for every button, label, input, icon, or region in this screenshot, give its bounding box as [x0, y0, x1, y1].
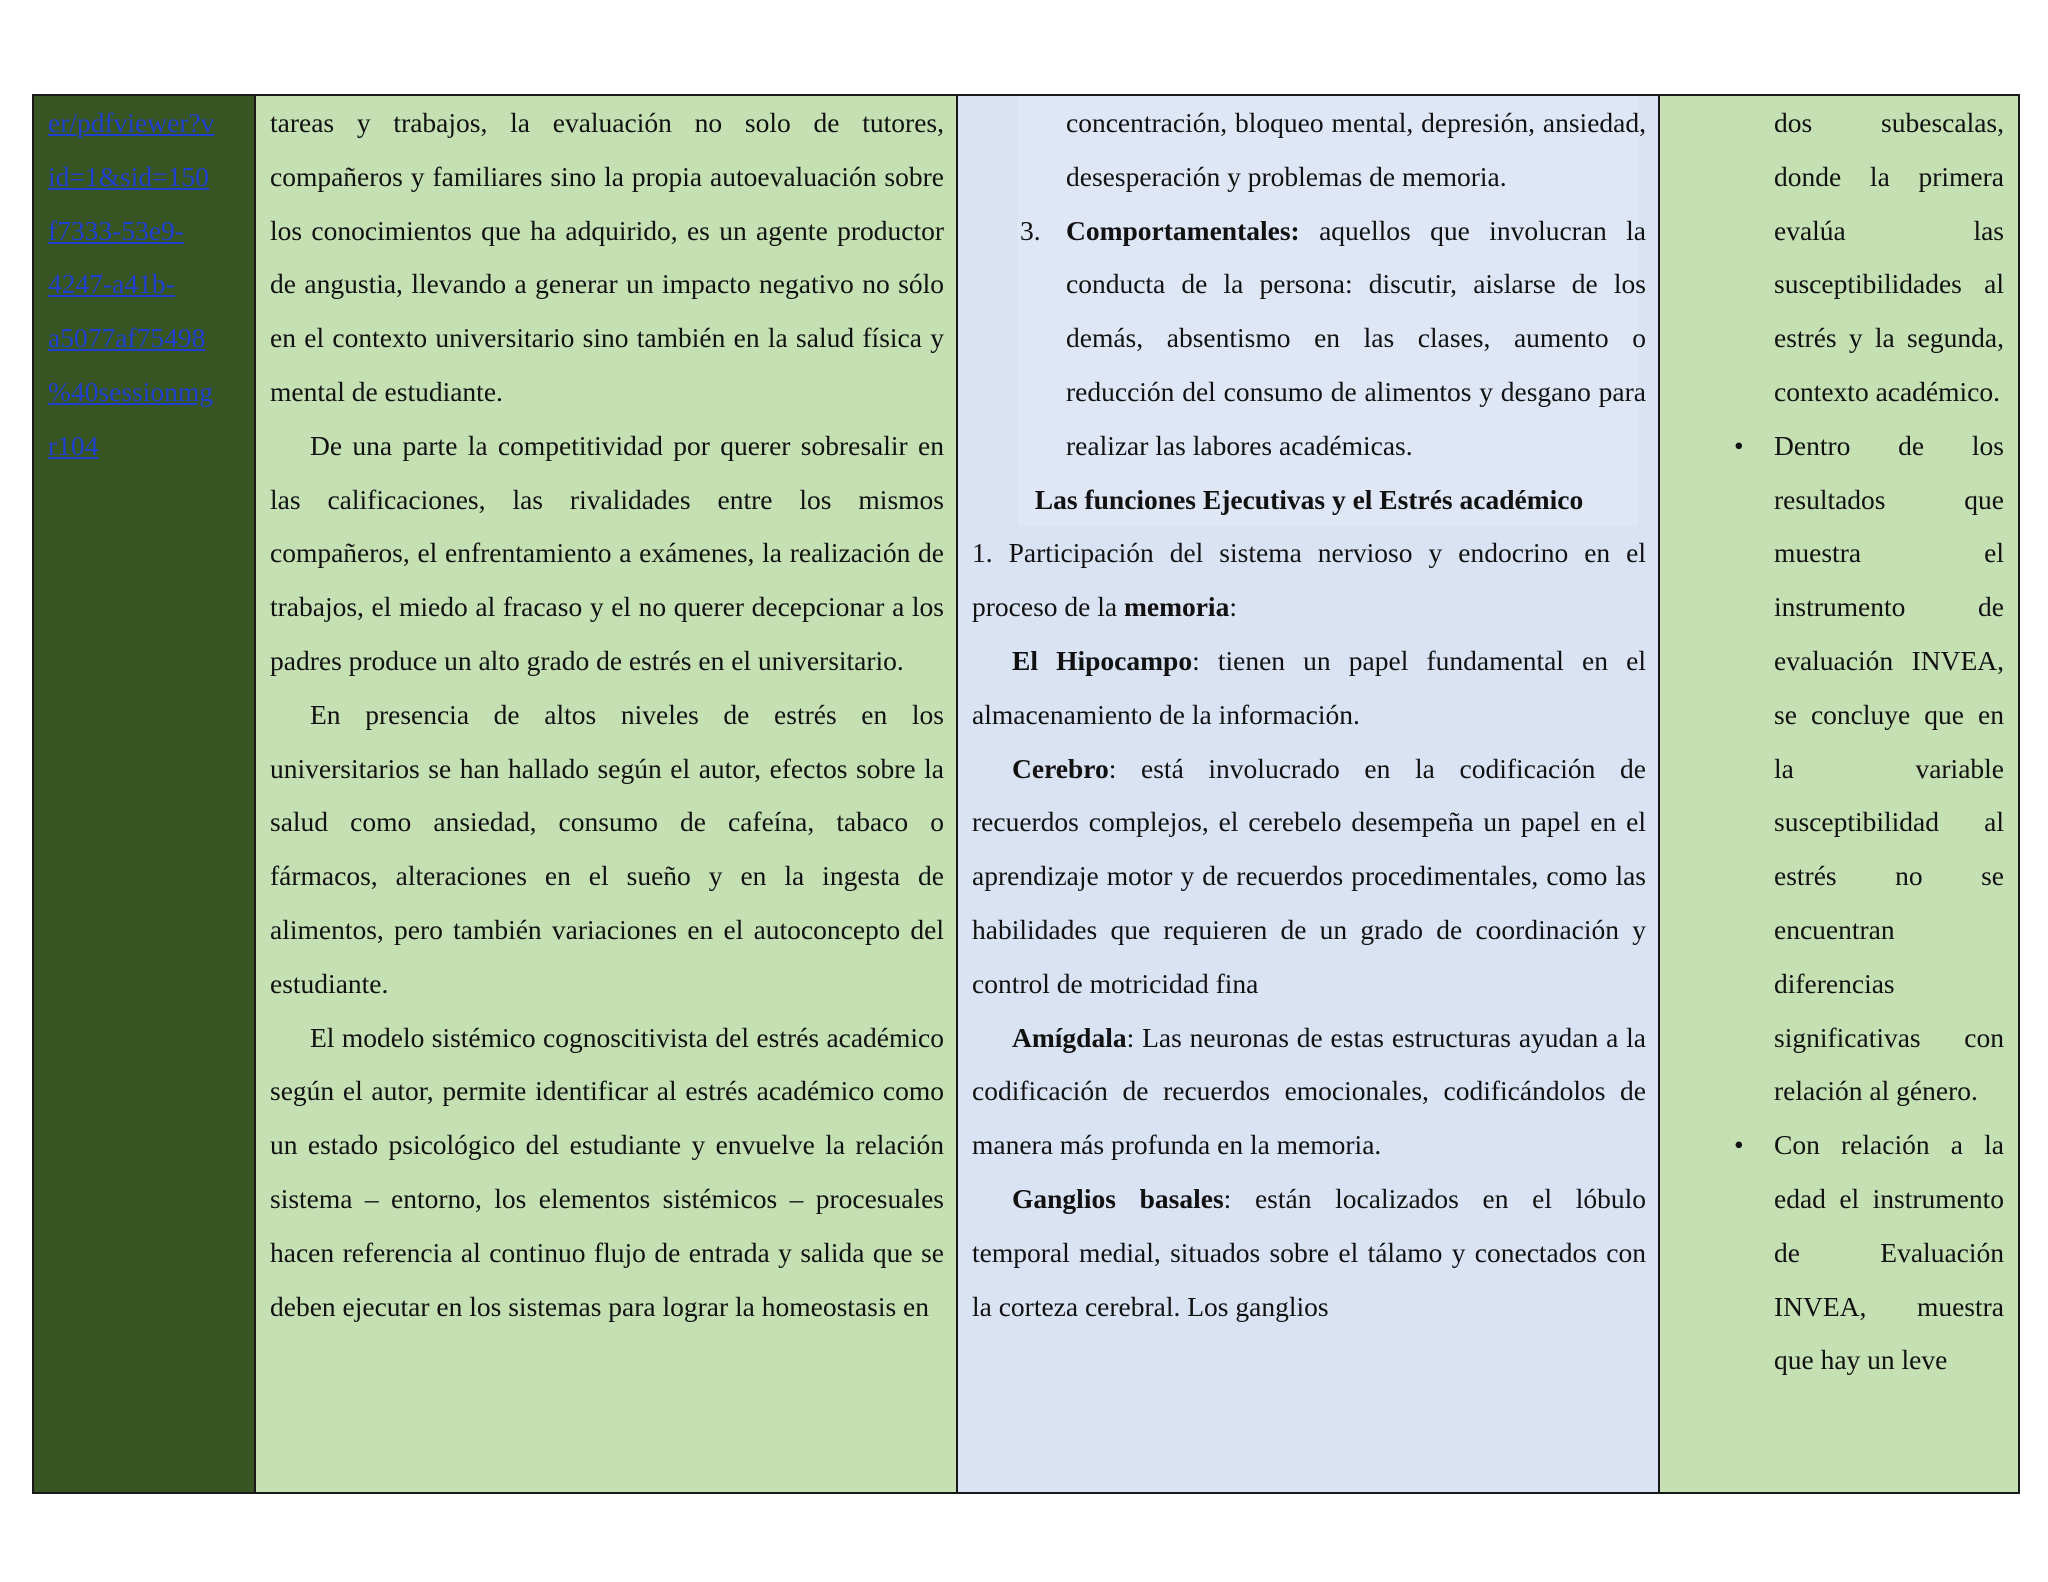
- results-text: [1660, 96, 2018, 1387]
- link-line[interactable]: a5077af75498: [48, 322, 206, 354]
- list-number: 3.: [1020, 214, 1041, 246]
- term-hipocampo: El Hipocampo: [1012, 644, 1193, 676]
- paragraph-text: 1. Participación del sistema nervioso y endocrino en el proceso de la: [972, 537, 1646, 623]
- paragraph: tareas y trabajos, la evaluación no solo de tutores, compañeros y familiares sino la propia autoevaluación sobre los conocimientos que ha adquirido, es un agente productor de angustia, llevando a generar un impacto negativo no sólo en el contexto universitario sino también en la salud física y mental de estudiante.: [270, 107, 944, 407]
- paragraph: [972, 742, 1646, 1011]
- link-line[interactable]: id=1&sid=150: [48, 160, 209, 192]
- term-cerebro: Cerebro: [1012, 752, 1109, 784]
- document-table: [32, 94, 2020, 1494]
- paragraph-text: : están localizados en el lóbulo temporal medial, situados sobre el tálamo y conectados con la corteza cerebral. Los ganglios: [972, 1182, 1646, 1322]
- list-item-continuation: dos subescalas, donde la primera evalúa las susceptibilidades al estrés y la segunda, contexto académico.: [1774, 107, 2004, 407]
- list-item-text: Dentro de los resultados que muestra el instrumento de evaluación INVEA, se concluye que en la variable susceptibilidad al estrés no se encuentran diferencias significativas con relación al género.: [1774, 429, 2004, 1107]
- paragraph-text: :: [1229, 591, 1237, 623]
- paragraph: El modelo sistémico cognoscitivista del estrés académico según el autor, permite identificar al estrés académico como un estado psicológico del estudiante y envuelve la relación sistema – entorno, los elementos sistémicos – procesuales hacen referencia al continuo flujo de entrada y salida que se deben ejecutar en los sistemas para lograr la homeostasis en: [270, 1021, 944, 1322]
- list-item-term: Comportamentales:: [1066, 214, 1300, 246]
- link-line[interactable]: %40sessionmg: [48, 375, 213, 407]
- term-ganglios: Ganglios basales: [1012, 1182, 1224, 1214]
- list-item-continuation: concentración, bloqueo mental, depresión, ansiedad, desesperación y problemas de memoria.: [1066, 107, 1646, 192]
- summary-column: [255, 95, 957, 1493]
- paragraph: [972, 634, 1646, 742]
- link-line[interactable]: r104: [48, 429, 99, 461]
- paragraph-text: : tienen un papel fundamental en el almacenamiento de la información.: [972, 644, 1646, 730]
- list-item-text: aquellos que involucran la conducta de la persona: discutir, aislarse de los demás, absentismo en las clases, aumento o reducción del consumo de alimentos y desgano para realizar las labores académicas.: [1066, 214, 1646, 461]
- bullet-icon: •: [1734, 1129, 1744, 1161]
- section-heading: Las funciones Ejecutivas y el Estrés académico: [1034, 483, 1584, 515]
- paragraph-term: memoria: [1123, 591, 1230, 623]
- summary-text: [256, 96, 956, 1333]
- paragraph: De una parte la competitividad por querer sobresalir en las calificaciones, las rivalidades entre los mismos compañeros, el enfrentamiento a exámenes, la realización de trabajos, el miedo al fracaso y el no querer decepcionar a los padres produce un alto grado de estrés en el universitario.: [270, 429, 944, 676]
- link-line[interactable]: er/pdfviewer?v: [48, 107, 215, 138]
- link-line[interactable]: f7333-53e9-: [48, 214, 184, 246]
- link-line[interactable]: 4247-a41b-: [48, 268, 175, 300]
- paragraph: En presencia de altos niveles de estrés en los universitarios se han hallado según el autor, efectos sobre la salud como ansiedad, consumo de cafeína, tabaco o fármacos, alteraciones en el sueño y en la ingesta de alimentos, pero también variaciones en el autoconcepto del estudiante.: [270, 698, 944, 999]
- paragraph-text: : Las neuronas de estas estructuras ayudan a la codificación de recuerdos emocionales, codificándolos de manera más profunda en la memoria.: [972, 1021, 1646, 1161]
- list-item: [1674, 1118, 2004, 1387]
- term-amigdala: Amígdala: [1012, 1021, 1127, 1053]
- reference-link[interactable]: [34, 96, 254, 473]
- concepts-text: [958, 96, 1658, 1333]
- list-item-text: Con relación a la edad el instrumento de Evaluación INVEA, muestra que hay un leve: [1774, 1129, 2004, 1376]
- concepts-column: [957, 95, 1659, 1493]
- table-row: [33, 95, 2019, 1493]
- list-item: [1674, 419, 2004, 1118]
- paragraph: [972, 1011, 1646, 1172]
- bullet-icon: •: [1734, 429, 1744, 461]
- paragraph: [972, 1172, 1646, 1333]
- paragraph-text: : está involucrado en la codificación de recuerdos complejos, el cerebelo desempeña un papel en el aprendizaje motor y de recuerdos procedimentales, como las habilidades que requieren de un grado de coordinación y control de motricidad fina: [972, 752, 1646, 999]
- reference-column: [33, 95, 255, 1493]
- results-column: [1659, 95, 2019, 1493]
- paragraph: [972, 526, 1646, 634]
- list-item: [972, 204, 1646, 473]
